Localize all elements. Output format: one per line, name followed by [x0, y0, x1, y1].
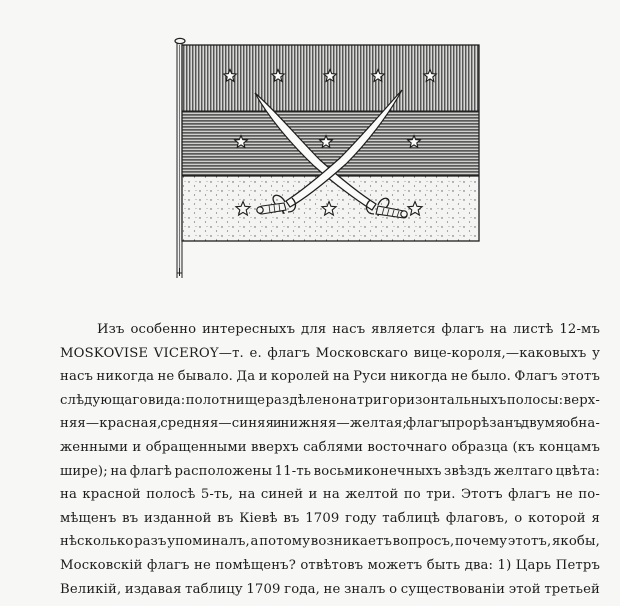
- text-line-content: Изъ особенно интересныхъ для насъ является флагъ на листѣ 12-мъ: [97, 322, 600, 337]
- text-line: [60, 507, 600, 531]
- text-line-content: слѣдующаго вида: полотнище раздѣлено на три горизонтальныхъ полосы: верх-: [60, 392, 600, 408]
- text-line: [60, 436, 600, 460]
- text-line: [60, 318, 600, 342]
- text-line-content: Московскій флагъ не помѣщенъ? отвѣтовъ можетъ быть два: 1) Царь Петръ: [60, 557, 600, 573]
- text-line: [60, 530, 600, 554]
- text-line: [60, 460, 600, 484]
- text-line: [60, 483, 600, 507]
- text-line-content: Великій, издавая таблицу 1709 года, не зналъ о существованіи этой третьей: [60, 581, 600, 597]
- text-line-content: няя—красная, средняя—синяя и нижняя—желтая; флагъ прорѣзанъ двумя обна-: [60, 416, 600, 432]
- text-line-content: шире); на флагѣ расположены 11-ть восьмиконечныхъ звѣздъ желтаго цвѣта:: [60, 463, 600, 479]
- text-line-content: нѣсколько разъ упоминалъ, а потому возникаетъ вопросъ, почему этотъ, якобы,: [60, 534, 600, 550]
- text-line: [60, 342, 600, 366]
- flag-illustration: [0, 0, 620, 300]
- text-line: [60, 554, 600, 578]
- text-line: [60, 578, 600, 602]
- text-line-content: MOSKOVISE VICEROY—т. е. флагъ Московскаго вице-короля,—каковыхъ у: [60, 345, 600, 361]
- text-line: [60, 389, 600, 413]
- pole-finial: [175, 38, 185, 43]
- body-text: [60, 318, 600, 601]
- text-line-content: насъ никогда не бывало. Да и королей на Руси никогда не было. Флагъ этотъ: [60, 369, 600, 385]
- text-line-content: мѣщенъ въ изданной въ Кіевѣ въ 1709 году таблицѣ флаговъ, о которой я: [60, 510, 600, 526]
- text-line-content: женными и обращенными вверхъ саблями восточнаго образца (къ концамъ: [60, 439, 600, 455]
- text-line: [60, 412, 600, 436]
- text-line-content: на красной полосѣ 5-ть, на синей и на желтой по три. Этотъ флагъ не по-: [60, 487, 600, 503]
- text-line: [60, 365, 600, 389]
